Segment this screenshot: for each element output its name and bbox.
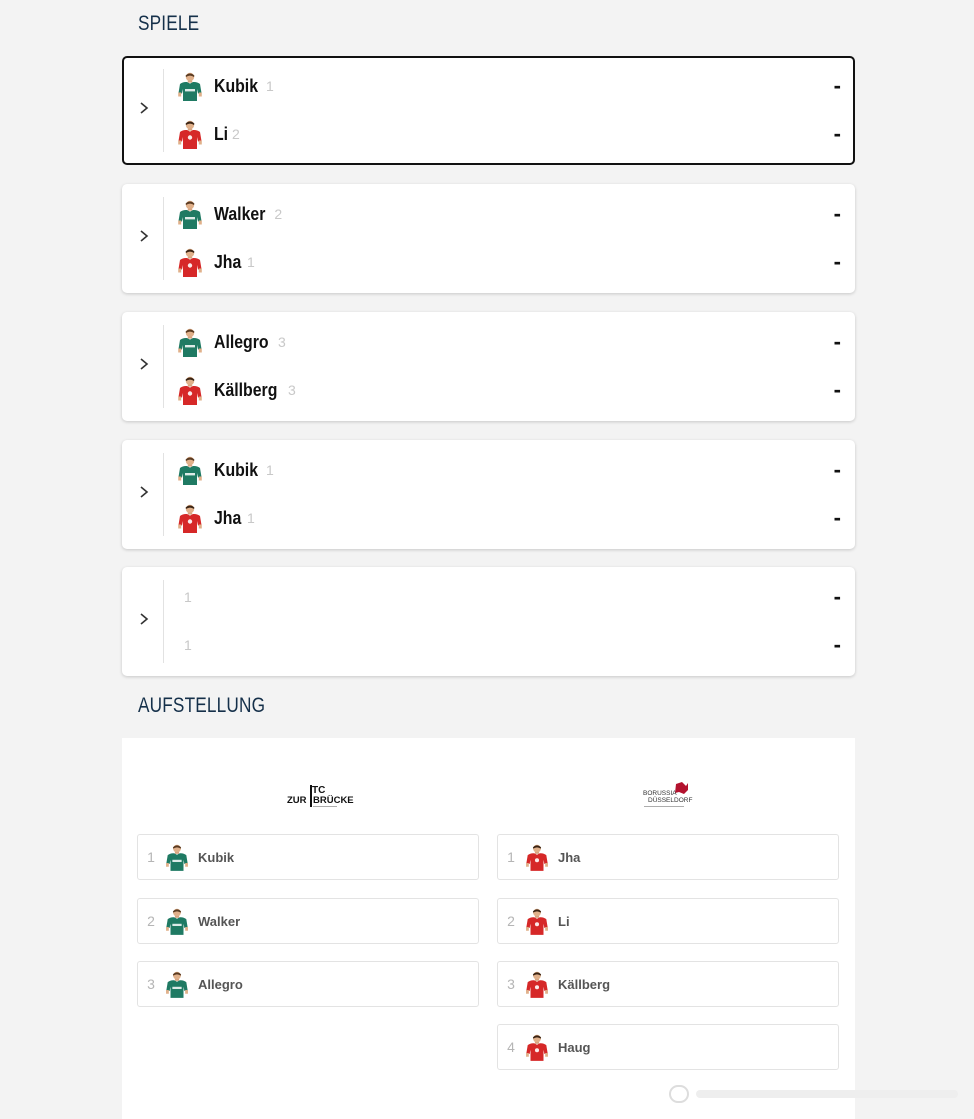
player-avatar: [176, 455, 204, 485]
player-position: 3: [288, 382, 296, 398]
score: -: [833, 584, 841, 609]
match-player-row: [176, 199, 841, 229]
match-player-row: [176, 503, 841, 533]
match-player-row: [176, 375, 841, 405]
player-avatar: [524, 907, 550, 935]
lineup-number: 3: [507, 976, 515, 992]
match-player-row: [176, 582, 841, 612]
player-name: Kubik: [214, 459, 259, 480]
player-name: Allegro: [214, 331, 269, 352]
match-player-row: [176, 630, 841, 660]
player-avatar: [164, 907, 190, 935]
player-name: Li: [214, 123, 229, 144]
divider: [163, 580, 164, 663]
home-team-logo: [286, 782, 354, 810]
lineup-number: 4: [507, 1039, 515, 1055]
lineup-player-name: Kubik: [198, 849, 235, 865]
match-card[interactable]: [122, 184, 855, 293]
lineup-player-name: Källberg: [558, 976, 611, 992]
match-player-row: [176, 247, 841, 277]
lineup-away-player[interactable]: [497, 961, 839, 1007]
player-avatar: [176, 119, 204, 149]
player-avatar: [176, 71, 204, 101]
lineup-away-player[interactable]: [497, 898, 839, 944]
svg-text:ZUR: ZUR: [287, 795, 307, 806]
svg-text:BORUSSIA: BORUSSIA: [643, 790, 677, 797]
player-position: 3: [278, 334, 286, 350]
score: -: [833, 121, 841, 146]
player-position: 1: [184, 589, 192, 605]
divider: [163, 453, 164, 536]
player-position: 1: [247, 510, 255, 526]
match-player-row: [176, 119, 841, 149]
svg-text:BRÜCKE: BRÜCKE: [313, 795, 354, 806]
chevron-right-icon[interactable]: [138, 611, 150, 627]
lineup-player-name: Li: [558, 913, 570, 929]
score: -: [833, 329, 841, 354]
player-position: 2: [274, 206, 283, 222]
player-avatar: [524, 1033, 550, 1061]
lineup-number: 1: [147, 849, 155, 865]
lineup-number: 3: [147, 976, 155, 992]
lineup-away-player[interactable]: [497, 1024, 839, 1070]
watermark: [666, 1080, 964, 1106]
player-name: Jha: [214, 507, 242, 528]
player-avatar: [524, 970, 550, 998]
player-avatar: [164, 970, 190, 998]
games-section-title: SPIELE: [138, 12, 200, 35]
score: -: [833, 505, 841, 530]
score: -: [833, 73, 841, 98]
chevron-right-icon[interactable]: [138, 484, 150, 500]
match-player-row: [176, 455, 841, 485]
player-avatar: [176, 375, 204, 405]
lineup-away-player[interactable]: [497, 834, 839, 880]
lineup-number: 2: [147, 913, 155, 929]
match-card[interactable]: [122, 56, 855, 165]
lineup-section-title: AUFSTELLUNG: [138, 694, 266, 717]
lineup-home-player[interactable]: [137, 961, 479, 1007]
match-card[interactable]: [122, 567, 855, 676]
score: -: [833, 632, 841, 657]
divider: [163, 325, 164, 408]
match-player-row: [176, 327, 841, 357]
lineup-player-name: Haug: [558, 1039, 591, 1055]
player-position: 1: [266, 78, 274, 94]
match-player-row: [176, 71, 841, 101]
player-position: 1: [184, 637, 192, 653]
svg-text:DÜSSELDORF: DÜSSELDORF: [648, 797, 693, 804]
score: -: [833, 377, 841, 402]
player-avatar: [176, 503, 204, 533]
player-avatar: [524, 843, 550, 871]
player-avatar: [176, 327, 204, 357]
divider: [163, 69, 164, 152]
score: -: [833, 249, 841, 274]
lineup-player-name: Walker: [198, 913, 241, 929]
lineup-home-player[interactable]: [137, 834, 479, 880]
lineup-player-name: Allegro: [198, 976, 243, 992]
divider: [163, 197, 164, 280]
lineup-player-name: Jha: [558, 849, 581, 865]
player-avatar: [176, 199, 204, 229]
match-card[interactable]: [122, 312, 855, 421]
lineup-card: [122, 738, 855, 1119]
player-name: Jha: [214, 251, 242, 272]
score: -: [833, 201, 841, 226]
chevron-right-icon[interactable]: [138, 100, 150, 116]
chevron-right-icon[interactable]: [138, 356, 150, 372]
away-team-logo: [642, 780, 692, 810]
player-position: 2: [232, 126, 240, 142]
player-avatar: [176, 247, 204, 277]
player-position: 1: [247, 254, 255, 270]
player-name: Källberg: [214, 379, 278, 400]
score: -: [833, 457, 841, 482]
player-avatar: [164, 843, 190, 871]
player-name: Kubik: [214, 75, 259, 96]
svg-text:TC: TC: [312, 785, 326, 796]
player-name: Walker: [214, 203, 266, 224]
player-position: 1: [266, 462, 274, 478]
chevron-right-icon[interactable]: [138, 228, 150, 244]
lineup-number: 1: [507, 849, 515, 865]
lineup-number: 2: [507, 913, 515, 929]
match-card[interactable]: [122, 440, 855, 549]
lineup-home-player[interactable]: [137, 898, 479, 944]
